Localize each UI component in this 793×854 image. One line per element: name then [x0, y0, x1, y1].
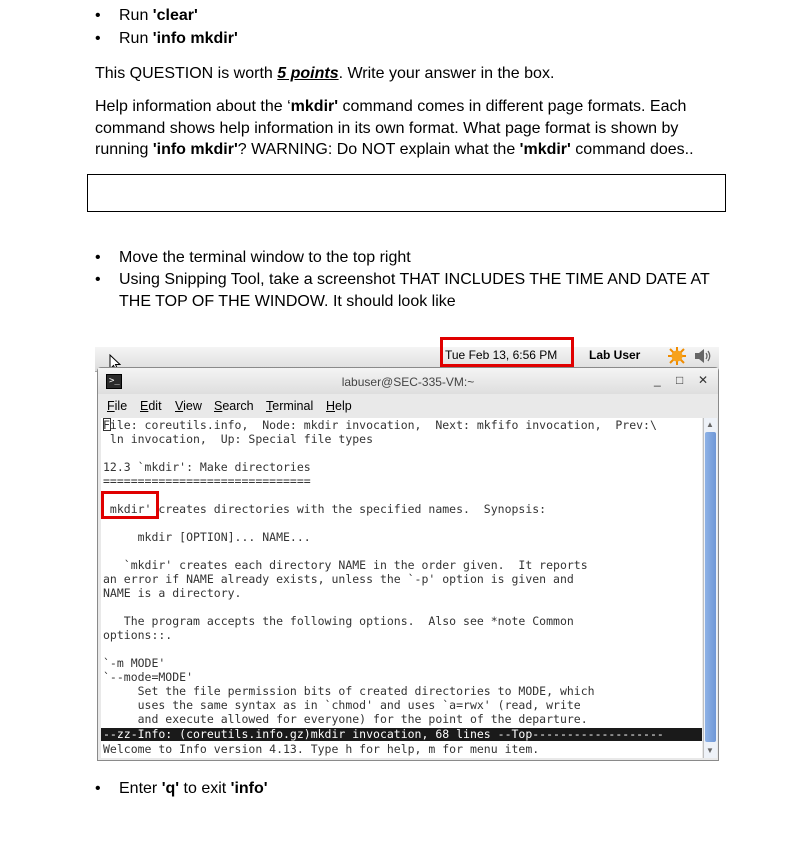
- bullet-command: 'info': [230, 780, 268, 797]
- clock-highlight-box: [440, 337, 574, 367]
- scrollbar[interactable]: [703, 418, 717, 758]
- menu-help[interactable]: Help: [326, 399, 352, 413]
- panel-clock[interactable]: Tue Feb 13, 6:56 PM: [445, 348, 558, 362]
- terminal-line: `--mode=MODE': [103, 670, 194, 684]
- terminal-line: mkdir [OPTION]... NAME...: [103, 530, 311, 544]
- menu-file[interactable]: File: [107, 399, 128, 413]
- close-button[interactable]: ✕: [698, 373, 709, 387]
- scroll-up-arrow-icon[interactable]: ▲: [706, 420, 714, 429]
- terminal-window: [97, 367, 719, 761]
- bullet-dot: •: [95, 7, 101, 24]
- terminal-line: an error if NAME already exists, unless the `-p' option is given and: [103, 572, 574, 586]
- terminal-line: uses the same syntax as in `chmod' and uses `a=rwx' (read, write: [103, 698, 581, 712]
- menu-terminal[interactable]: Terminal: [266, 399, 314, 413]
- example-screenshot: [95, 337, 719, 761]
- terminal-icon: >_: [106, 374, 122, 389]
- terminal-line: and execute allowed for everyone) for the point of the departure.: [103, 712, 588, 726]
- bullet-text: Enter: [119, 780, 162, 797]
- help-text: command comes in different page formats. Each command shows help information in its own format. What page format is shown by running: [95, 98, 687, 158]
- terminal-line: `mkdir' creates each directory NAME in the order given. It reports: [103, 558, 588, 572]
- terminal-line: `-m MODE': [103, 656, 166, 670]
- bullet-text: Run: [119, 7, 153, 24]
- terminal-line: The program accepts the following options. Also see *note Common: [103, 614, 574, 628]
- bullet-dot: •: [95, 780, 101, 797]
- window-titlebar[interactable]: [98, 368, 718, 394]
- terminal-line: File: coreutils.info, Node: mkdir invocation, Next: mkfifo invocation, Prev:\: [103, 418, 657, 432]
- answer-box[interactable]: [87, 174, 726, 212]
- mkdir-highlight-box: [101, 491, 159, 519]
- question-help-paragraph: [95, 96, 735, 161]
- question-text-post: . Write your answer in the box.: [338, 65, 555, 82]
- bullet-text: to exit: [179, 780, 231, 797]
- question-points: [95, 63, 735, 85]
- bullet-command: 'info mkdir': [152, 30, 238, 47]
- scroll-down-arrow-icon[interactable]: ▼: [706, 746, 714, 755]
- terminal-line: 12.3 `mkdir': Make directories: [103, 460, 311, 474]
- minimize-button[interactable]: _: [654, 373, 661, 387]
- bullet-text: Using Snipping Tool, take a screenshot THAT INCLUDES THE TIME AND DATE AT THE TOP OF THE WINDOW. It should look like: [119, 271, 710, 310]
- bullet-text: Run: [119, 30, 153, 47]
- help-text: command does..: [570, 141, 694, 158]
- status-line-text: --zz-Info: (coreutils.info.gz)mkdir invocation, 68 lines --Top-------------------: [103, 727, 664, 741]
- bullet-dot: •: [95, 30, 101, 47]
- help-bold: 'mkdir': [519, 141, 571, 158]
- menu-bar: [98, 396, 718, 416]
- help-text: Help information about the ‘: [95, 98, 291, 115]
- terminal-line: options::.: [103, 628, 173, 642]
- volume-icon[interactable]: [693, 347, 713, 365]
- help-bold: mkdir': [290, 98, 339, 115]
- bullet-dot: •: [95, 271, 101, 288]
- panel-user[interactable]: Lab User: [589, 348, 641, 362]
- echo-area-line: Welcome to Info version 4.13. Type h for help, m for menu item.: [103, 742, 540, 756]
- terminal-line: Set the file permission bits of created directories to MODE, which: [103, 684, 595, 698]
- terminal-line: mkdir' creates directories with the specified names. Synopsis:: [103, 502, 547, 516]
- terminal-line: ln invocation, Up: Special file types: [103, 432, 374, 446]
- bullet-dot: •: [95, 249, 101, 266]
- bullet-text: Move the terminal window to the top right: [119, 249, 411, 266]
- weather-sun-icon[interactable]: [667, 347, 687, 365]
- menu-edit[interactable]: Edit: [140, 399, 162, 413]
- info-status-line: [101, 728, 702, 741]
- menu-search[interactable]: Search: [214, 399, 254, 413]
- question-text-pre: This QUESTION is worth: [95, 65, 278, 82]
- maximize-button[interactable]: □: [676, 373, 684, 387]
- terminal-content[interactable]: [101, 418, 702, 758]
- window-title: labuser@SEC-335-VM:~: [341, 375, 475, 389]
- text-cursor: [103, 418, 111, 431]
- bullet-command: 'q': [161, 780, 180, 797]
- scrollbar-thumb[interactable]: [705, 432, 716, 742]
- terminal-line: ==============================: [103, 474, 311, 488]
- points-value: 5 points: [277, 65, 339, 82]
- help-text: ? WARNING: Do NOT explain what the: [237, 141, 520, 158]
- bullet-command: 'clear': [152, 7, 198, 24]
- help-bold: 'info mkdir': [152, 141, 238, 158]
- terminal-line: NAME is a directory.: [103, 586, 242, 600]
- menu-view[interactable]: View: [175, 399, 202, 413]
